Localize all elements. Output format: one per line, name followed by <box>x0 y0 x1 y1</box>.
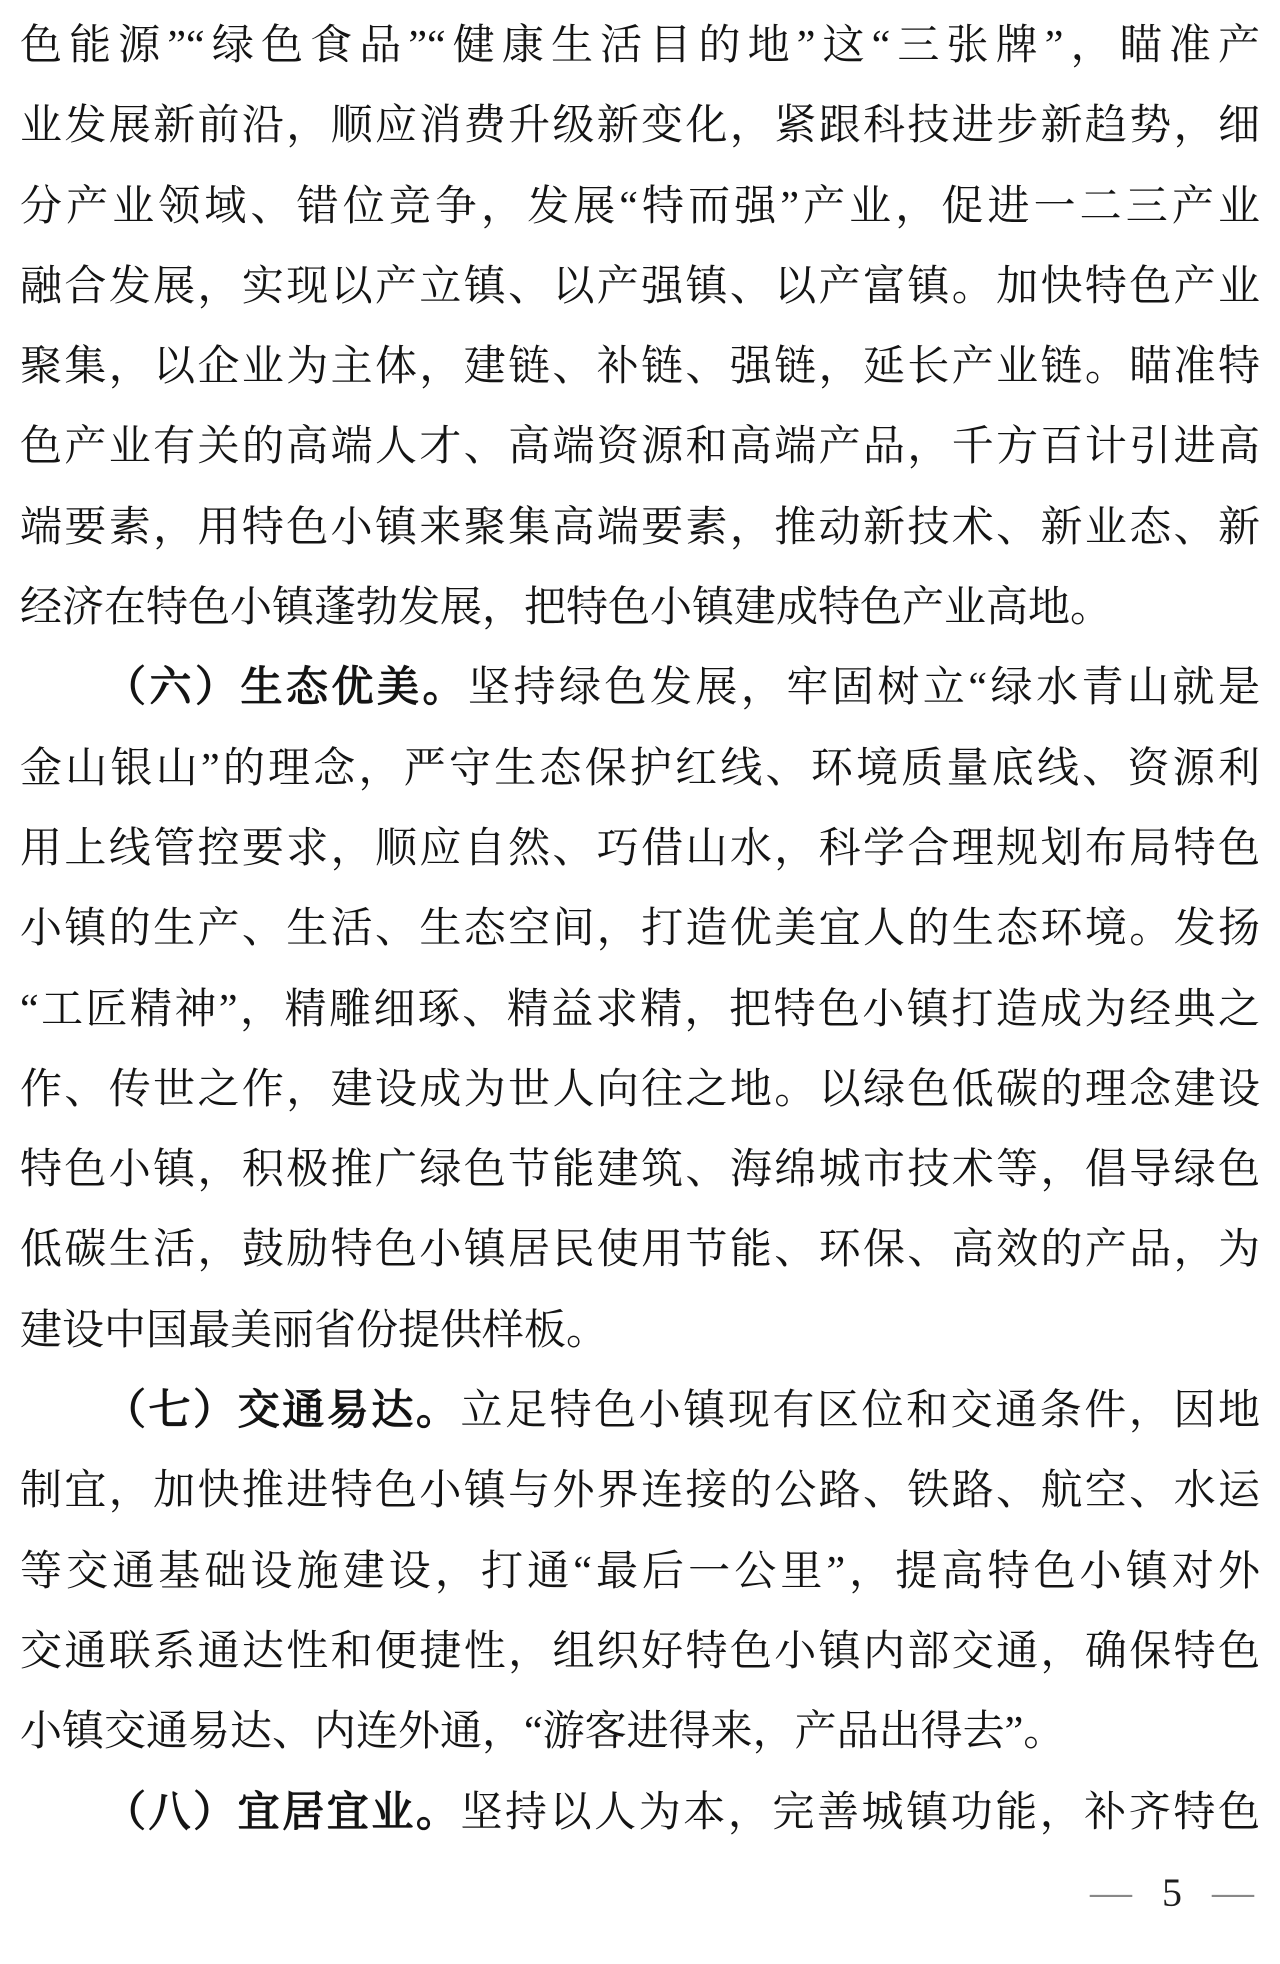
paragraph-7-transport <box>20 1371 1260 1772</box>
paragraph-6-ecology <box>20 648 1260 1371</box>
text-segment: 低碳生活，鼓励特色小镇居民使用节能、环保、高效的产品，为 <box>20 1227 1260 1274</box>
text-segment: “工匠精神”，精雕细琢、精益求精，把特色小镇打造成为经典之 <box>20 986 1260 1033</box>
text-line <box>20 1451 1260 1531</box>
text-line <box>20 729 1260 809</box>
text-segment: 端要素，用特色小镇来聚集高端要素，推动新技术、新业态、新 <box>20 504 1260 551</box>
text-segment: 聚集，以企业为主体，建链、补链、强链，延长产业链。瞄准特 <box>20 344 1260 391</box>
text-segment: 业发展新前沿，顺应消费升级新变化，紧跟科技进步新趋势，细 <box>20 103 1260 150</box>
text-line <box>20 1210 1260 1290</box>
text-segment: 金山银山”的理念，严守生态保护红线、环境质量底线、资源利 <box>20 745 1260 792</box>
text-segment: 特色小镇，积极推广绿色节能建筑、海绵城市技术等，倡导绿色 <box>20 1147 1260 1194</box>
text-segment: 交通联系通达性和便捷性，组织好特色小镇内部交通，确保特色 <box>20 1628 1260 1675</box>
footer-dash-left: — <box>1090 1870 1132 1916</box>
page-footer <box>1090 1870 1254 1916</box>
section-heading-segment: （六）生态优美。 <box>104 665 468 712</box>
text-segment: 立足特色小镇现有区位和交通条件，因地 <box>460 1388 1260 1435</box>
text-line <box>20 86 1260 166</box>
text-line <box>20 327 1260 407</box>
text-segment: 分产业领域、错位竞争，发展“特而强”产业，促进一二三产业 <box>20 183 1260 230</box>
text-line <box>20 1371 1260 1451</box>
text-segment: 坚持以人为本，完善城镇功能，补齐特色 <box>460 1789 1260 1836</box>
text-segment: 经济在特色小镇蓬勃发展，把特色小镇建成特色产业高地。 <box>20 585 1113 632</box>
text-segment: 色能源”“绿色食品”“健康生活目的地”这“三张牌”，瞄准产 <box>20 23 1260 69</box>
text-line <box>20 1130 1260 1210</box>
section-heading-segment: （七）交通易达。 <box>104 1388 461 1435</box>
text-line <box>20 6 1260 86</box>
text-line <box>20 1773 1260 1853</box>
text-line <box>20 648 1260 728</box>
text-segment: 坚持绿色发展，牢固树立“绿水青山就是 <box>467 665 1260 712</box>
section-heading-segment: （八）宜居宜业。 <box>104 1789 461 1836</box>
text-segment: 作、传世之作，建设成为世人向往之地。以绿色低碳的理念建设 <box>20 1066 1260 1113</box>
text-line <box>20 1532 1260 1612</box>
text-line <box>20 247 1260 327</box>
text-line <box>20 488 1260 568</box>
document-body <box>20 6 1260 1853</box>
text-segment: 融合发展，实现以产立镇、以产强镇、以产富镇。加快特色产业 <box>20 263 1260 310</box>
text-line <box>20 970 1260 1050</box>
paragraph-8-livable <box>20 1773 1260 1853</box>
text-segment: 小镇交通易达、内连外通，“游客进得来，产品出得去”。 <box>20 1709 1066 1756</box>
text-segment: 用上线管控要求，顺应自然、巧借山水，科学合理规划布局特色 <box>20 825 1260 872</box>
footer-dash-right: — <box>1212 1870 1254 1916</box>
text-line <box>20 1612 1260 1692</box>
text-line <box>20 1692 1260 1772</box>
text-segment: 等交通基础设施建设，打通“最后一公里”，提高特色小镇对外 <box>20 1548 1260 1595</box>
text-line <box>20 1291 1260 1371</box>
text-segment: 色产业有关的高端人才、高端资源和高端产品，千方百计引进高 <box>20 424 1260 471</box>
text-line <box>20 809 1260 889</box>
text-segment: 小镇的生产、生活、生态空间，打造优美宜人的生态环境。发扬 <box>20 906 1260 953</box>
text-line <box>20 407 1260 487</box>
text-segment: 建设中国最美丽省份提供样板。 <box>20 1307 609 1354</box>
paragraph-continuation <box>20 6 1260 648</box>
text-segment: 制宜，加快推进特色小镇与外界连接的公路、铁路、航空、水运 <box>20 1468 1260 1515</box>
text-line <box>20 167 1260 247</box>
text-line <box>20 1050 1260 1130</box>
text-line <box>20 889 1260 969</box>
text-line <box>20 568 1260 648</box>
page-number: 5 <box>1162 1870 1182 1915</box>
